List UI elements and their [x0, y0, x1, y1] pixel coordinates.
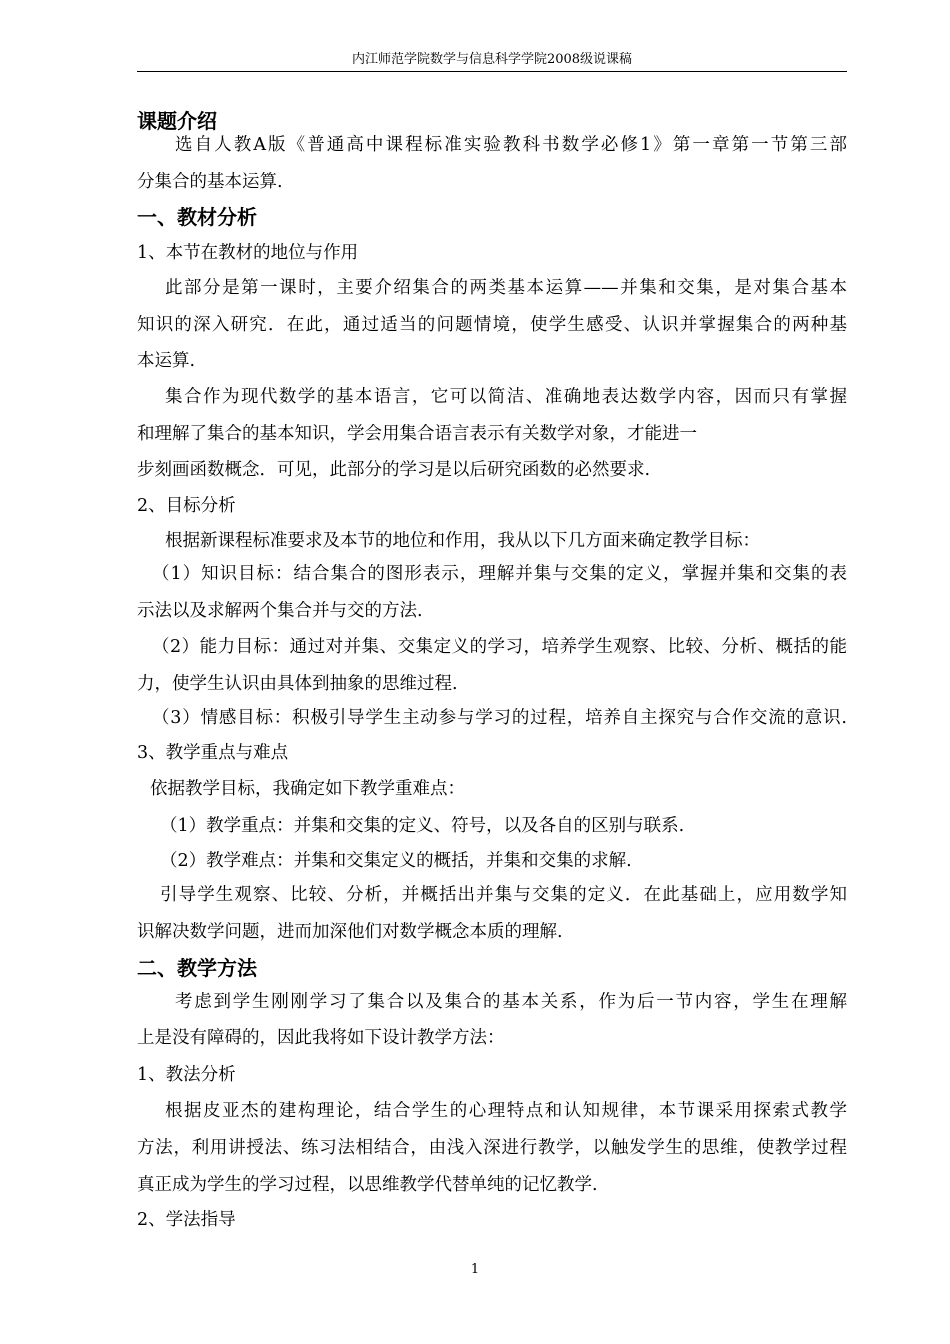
- subsection-heading: 1、教法分析: [137, 1065, 236, 1085]
- paragraph-line: （2）教学难点：并集和交集定义的概括，并集和交集的求解.: [160, 851, 632, 871]
- subsection-heading: 3、教学重点与难点: [137, 743, 289, 763]
- section-title-topic: 课题介绍: [137, 109, 217, 133]
- paragraph-line: 本运算.: [137, 351, 196, 371]
- paragraph-line: 依据教学目标，我确定如下教学重难点：: [150, 779, 465, 799]
- paragraph-line: 示法以及求解两个集合并与交的方法.: [137, 601, 423, 621]
- paragraph-line: 考虑到学生刚刚学习了集合以及集合的基本关系，作为后一节内容，学生在理解: [175, 992, 847, 1012]
- paragraph-line: 知识的深入研究．在此，通过适当的问题情境，使学生感受、认识并掌握集合的两种基: [137, 315, 847, 335]
- paragraph-line: 根据皮亚杰的建构理论，结合学生的心理特点和认知规律，本节课采用探索式教学: [165, 1101, 847, 1121]
- section-heading-teaching-method: 二、教学方法: [137, 956, 257, 980]
- subsection-heading: 2、学法指导: [137, 1210, 236, 1230]
- subsection-heading: 2、目标分析: [137, 496, 236, 516]
- paragraph-line: （2）能力目标：通过对并集、交集定义的学习，培养学生观察、比较、分析、概括的能: [152, 637, 847, 657]
- paragraph-line: 和理解了集合的基本知识，学会用集合语言表示有关数学对象，才能进一: [137, 424, 697, 444]
- paragraph-line: （3）情感目标：积极引导学生主动参与学习的过程，培养自主探究与合作交流的意识.: [152, 708, 847, 728]
- paragraph-line: 力，使学生认识由具体到抽象的思维过程.: [137, 674, 458, 694]
- section-heading-textbook-analysis: 一、教材分析: [137, 205, 257, 229]
- paragraph-line: 分集合的基本运算.: [137, 172, 283, 192]
- paragraph-line: 步刻画函数概念．可见，此部分的学习是以后研究函数的必然要求.: [137, 460, 651, 480]
- paragraph-line: （1）教学重点：并集和交集的定义、符号，以及各自的区别与联系.: [160, 816, 685, 836]
- paragraph-line: 上是没有障碍的，因此我将如下设计教学方法：: [137, 1028, 505, 1048]
- paragraph-line: 引导学生观察、比较、分析，并概括出并集与交集的定义．在此基础上，应用数学知: [160, 885, 847, 905]
- header-rule: [137, 71, 847, 72]
- paragraph-line: 根据新课程标准要求及本节的地位和作用，我从以下几方面来确定教学目标：: [165, 531, 760, 551]
- paragraph-line: 选自人教A版《普通高中课程标准实验教科书数学必修1》第一章第一节第三部: [175, 135, 847, 155]
- paragraph-line: 识解决数学问题，进而加深他们对数学概念本质的理解.: [137, 922, 563, 942]
- subsection-heading: 1、本节在教材的地位与作用: [137, 243, 359, 263]
- page-number: 1: [470, 1262, 480, 1277]
- paragraph-line: 方法，利用讲授法、练习法相结合，由浅入深进行教学，以触发学生的思维，使教学过程: [137, 1138, 847, 1158]
- paragraph-line: 真正成为学生的学习过程，以思维教学代替单纯的记忆教学.: [137, 1175, 598, 1195]
- paragraph-line: 集合作为现代数学的基本语言，它可以简洁、准确地表达数学内容，因而只有掌握: [165, 387, 847, 407]
- paragraph-line: 此部分是第一课时，主要介绍集合的两类基本运算——并集和交集，是对集合基本: [165, 278, 847, 298]
- page-header: 内江师范学院数学与信息科学学院2008级说课稿: [351, 52, 633, 67]
- paragraph-line: （1）知识目标：结合集合的图形表示，理解并集与交集的定义，掌握并集和交集的表: [152, 564, 847, 584]
